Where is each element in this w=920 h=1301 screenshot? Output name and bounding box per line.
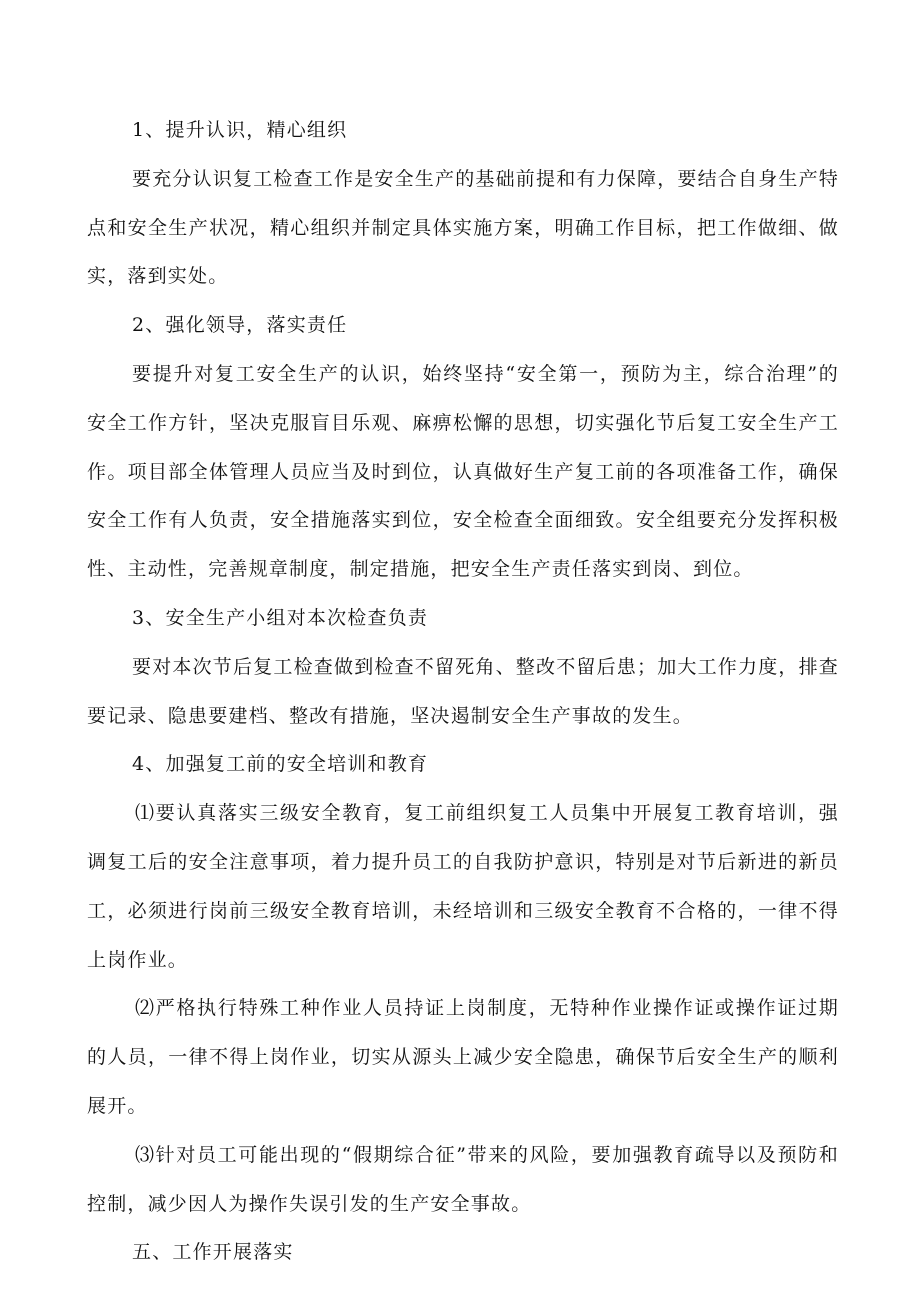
section-paragraph-1: 要充分认识复工检查工作是安全生产的基础前提和有力保障，要结合自身生产特点和安全生产状况，精心组织并制定具体实施方案，明确工作目标，把工作做细、做实，落到实处。 xyxy=(87,167,840,288)
section-heading-4: 4、加强复工前的安全培训和教育 xyxy=(132,753,429,776)
sub-item-2: ⑵严格执行特殊工种作业人员持证上岗制度，无特种作业操作证或操作证过期的人员，一律不得上岗作业，切实从源头上减少安全隐患，确保节后安全生产的顺利展开。 xyxy=(87,997,839,1117)
section-heading-2: 2、强化领导，落实责任 xyxy=(132,314,348,337)
section-heading-5: 五、工作开展落实 xyxy=(132,1241,294,1264)
section-paragraph-3: 要对本次节后复工检查做到检查不留死角、整改不留后患；加大工作力度，排查要记录、隐患要建档、整改有措施，坚决遏制安全生产事故的发生。 xyxy=(87,655,840,727)
section-paragraph-2: 要提升对复工安全生产的认识，始终坚持“安全第一，预防为主，综合治理”的安全工作方针，坚决克服盲目乐观、麻痹松懈的思想，切实强化节后复工安全生产工作。项目部全体管理人员应当及时到位，认真做好生产复工前的各项准备工作，确保安全工作有人负责，安全措施落实到位，安全检查全面细致。安全组要充分发挥积极性、主动性，完善规章制度，制定措施，把安全生产责任落实到岗、到位。 xyxy=(87,362,839,581)
document-body xyxy=(87,106,839,1277)
sub-item-1: ⑴要认真落实三级安全教育，复工前组织复工人员集中开展复工教育培训，强调复工后的安全注意事项，着力提升员工的自我防护意识，特别是对节后新进的新员工，必须进行岗前三级安全教育培训，未经培训和三级安全教育不合格的，一律不得上岗作业。 xyxy=(87,802,839,971)
section-heading-3: 3、安全生产小组对本次检查负责 xyxy=(132,606,429,629)
section-heading-1: 1、提升认识，精心组织 xyxy=(132,119,348,141)
sub-item-3: ⑶针对员工可能出现的“假期综合征”带来的风险，要加强教育疏导以及预防和控制，减少因人为操作失误引发的生产安全事故。 xyxy=(87,1143,839,1215)
